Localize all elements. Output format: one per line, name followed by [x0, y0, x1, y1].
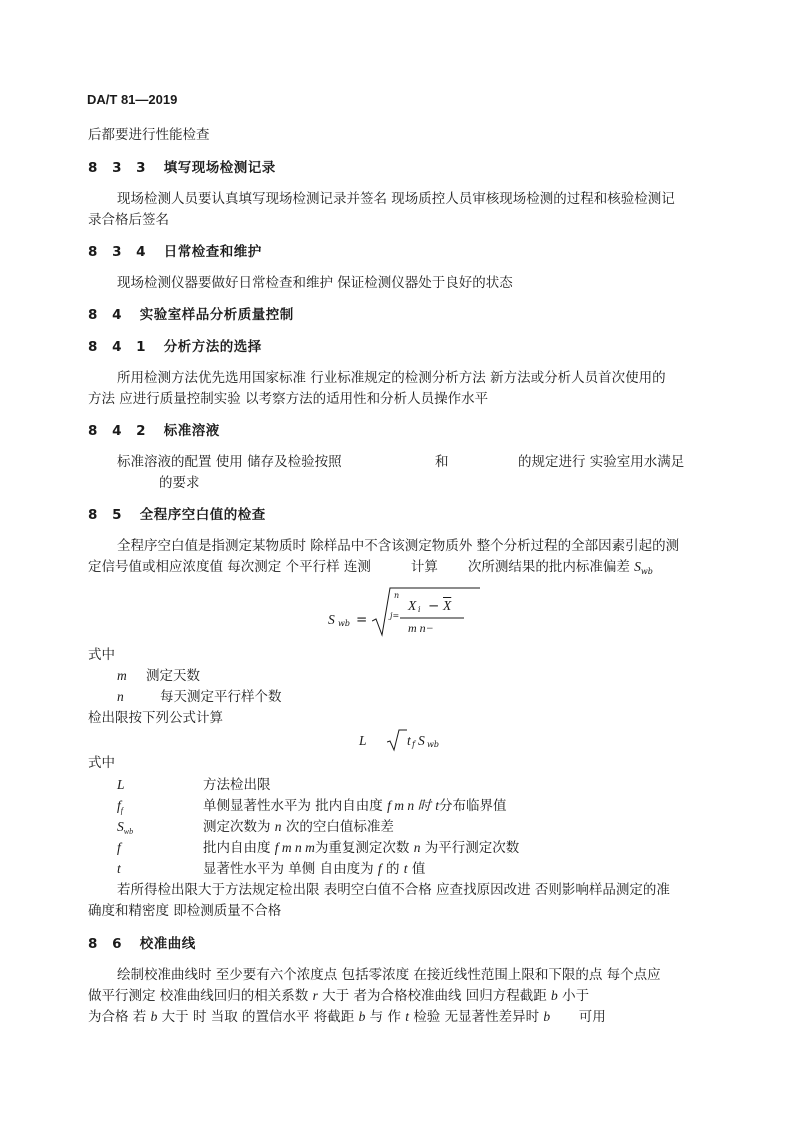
section-heading-8-3-4: 8 3 4 日常检查和维护	[88, 244, 262, 260]
paragraph-line: 的规定进行 实验室用水满足	[518, 454, 685, 470]
paragraph-line: 为合格 若 b 大于 时 当取 的置信水平 将截距 b 与 作 t 检验 无显著性差异时 b 可用	[88, 1009, 606, 1025]
definition-symbol: $f_f$	[117, 798, 123, 815]
label-where: 式中	[88, 755, 115, 771]
definition-symbol: $S_{wb}$	[117, 819, 134, 836]
definition-symbol: L	[117, 777, 125, 792]
definition-text: 方法检出限	[203, 777, 271, 793]
definition-symbol: t	[117, 861, 121, 876]
radical-sign	[387, 728, 407, 752]
definition-symbol: n	[117, 689, 124, 704]
text-line: 检出限按下列公式计算	[88, 710, 223, 726]
paragraph-line: 录合格后签名	[88, 212, 169, 228]
definition-symbol: f	[117, 840, 121, 855]
paragraph-line: 全程序空白值是指测定某物质时 除样品中不含该测定物质外 整个分析过程的全部因素引起的测	[117, 538, 680, 554]
section-heading-8-4: 8 4 实验室样品分析质量控制	[88, 307, 294, 323]
paragraph-line: 所用检测方法优先选用国家标准 行业标准规定的检测分析方法 新方法或分析人员首次使用的	[117, 370, 666, 386]
paragraph-line: 和	[435, 454, 449, 470]
page-header: DA/T 81—2019	[87, 92, 178, 107]
formula-std-deviation: S wb = n j= X i − $\overline{X}$ m n−	[320, 585, 480, 637]
section-heading-8-6: 8 6 校准曲线	[88, 936, 196, 952]
paragraph-line: 做平行测定 校准曲线回归的相关系数 r 大于 者为合格校准曲线 回归方程截距 b 小于	[88, 988, 590, 1004]
section-heading-8-4-2: 8 4 2 标准溶液	[88, 423, 220, 439]
definition-text: 单侧显著性水平为 批内自由度 f m n 时 t分布临界值	[203, 798, 507, 814]
paragraph-line: 定信号值或相应浓度值 每次测定 个平行样 连测 计算 次所测结果的批内标准偏差 $S_{wb}$	[88, 559, 653, 576]
section-heading-8-4-1: 8 4 1 分析方法的选择	[88, 339, 262, 355]
paragraph-line: 若所得检出限大于方法规定检出限 表明空白值不合格 应查找原因改进 否则影响样品测定的准	[117, 882, 670, 898]
definition-text: 显著性水平为 单侧 自由度为 f 的 t 值	[203, 861, 426, 877]
formula-detection-limit: L t f S wb	[355, 728, 455, 754]
paragraph-line: 的要求	[159, 475, 200, 491]
paragraph-line: 现场检测仪器要做好日常检查和维护 保证检测仪器处于良好的状态	[117, 275, 513, 291]
paragraph-line: 现场检测人员要认真填写现场检测记录并签名 现场质控人员审核现场检测的过程和核验检测记	[117, 191, 675, 207]
paragraph-line: 标准溶液的配置 使用 储存及检验按照	[117, 454, 342, 470]
definition-text: 每天测定平行样个数	[160, 689, 282, 705]
definition-symbol: m	[117, 668, 127, 683]
text-line: 后都要进行性能检查	[88, 127, 210, 143]
definition-text: 测定次数为 n 次的空白值标准差	[203, 819, 394, 835]
section-heading-8-3-3: 8 3 3 填写现场检测记录	[88, 160, 276, 176]
paragraph-line: 方法 应进行质量控制实验 以考察方法的适用性和分析人员操作水平	[88, 391, 489, 407]
paragraph-line: 确度和精密度 即检测质量不合格	[88, 903, 282, 919]
section-heading-8-5: 8 5 全程序空白值的检查	[88, 507, 266, 523]
definition-text: 测定天数	[146, 668, 200, 684]
paragraph-line: 绘制校准曲线时 至少要有六个浓度点 包括零浓度 在接近线性范围上限和下限的点 每个点应	[117, 967, 661, 983]
label-where: 式中	[88, 647, 115, 663]
definition-text: 批内自由度 f m n m为重复测定次数 n 为平行测定次数	[203, 840, 520, 856]
